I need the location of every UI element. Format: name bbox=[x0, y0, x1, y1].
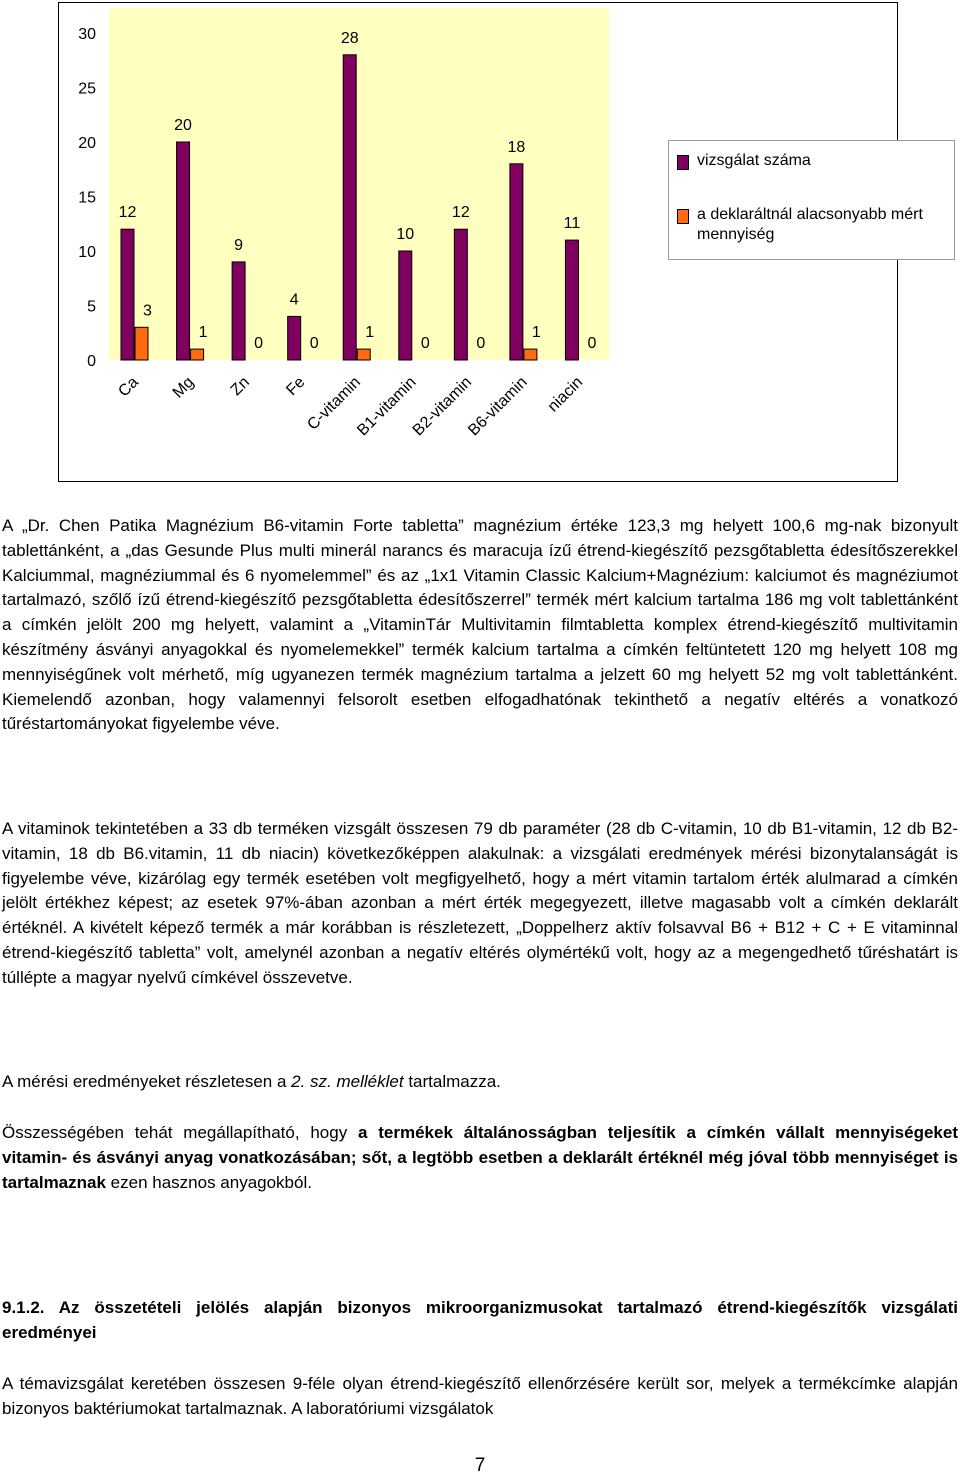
bar-vizsgalat-4 bbox=[343, 55, 356, 360]
x-tick-label: Zn bbox=[227, 373, 253, 400]
y-tick-label: 30 bbox=[78, 26, 96, 43]
data-label: 20 bbox=[174, 117, 192, 134]
x-tick-label: Mg bbox=[169, 373, 198, 402]
x-tick-label: B1-vitamin bbox=[354, 373, 420, 440]
data-label: 10 bbox=[396, 226, 415, 243]
data-label: 18 bbox=[507, 138, 526, 156]
data-label: 3 bbox=[143, 302, 152, 320]
legend-item-series-2 bbox=[677, 205, 955, 245]
bar-vizsgalat-6 bbox=[454, 229, 467, 360]
legend-label-series-1: vizsgálat száma bbox=[697, 152, 811, 169]
bar-vizsgalat-3 bbox=[288, 316, 301, 360]
paragraph-5: A témavizsgálat keretében összesen 9-féle olyan étrend-kiegészítő ellenőrzésére került sor, melyek a termékcímke alapján bizonyos baktériumokat tartalmaznak. A laboratóriumi vizsgálatok bbox=[2, 1374, 958, 1418]
paragraph-3-start: A mérési eredményeket részletesen a bbox=[2, 1072, 292, 1091]
data-label: 0 bbox=[587, 335, 597, 352]
paragraph-4 bbox=[2, 1121, 958, 1195]
data-label: 0 bbox=[309, 335, 319, 352]
data-label: 1 bbox=[531, 324, 541, 342]
chart-legend bbox=[668, 140, 955, 260]
chart-frame bbox=[58, 2, 923, 482]
bar-vizsgalat-5 bbox=[399, 251, 412, 360]
bar-alacsonyabb-0 bbox=[135, 327, 148, 360]
page-number: 7 bbox=[474, 1455, 486, 1476]
y-tick-label: 0 bbox=[87, 353, 96, 370]
data-label: 0 bbox=[254, 335, 264, 352]
y-tick-label: 5 bbox=[87, 298, 96, 316]
paragraph-1: A „Dr. Chen Patika Magnézium B6-vitamin Forte tabletta” magnézium értéke 123,3 mg helyett 100,6 mg-nak bizonyult tablettánként, a „das Gesunde Plus multi minerál narancs és maracuja ízű étrend-kiegészítő pezsgőtabletta édesítőszerekkel Kalciummal, magnéziummal és 6 nyomelemmel” és az „1x1 Vitamin Classic Kalcium+Magnézium: kalciumot és magnéziumot tartalmazó, szőlő ízű étrend-kiegészítő pezsgőtabletta édesítőszerrel” termék mért kalcium tartalma 186 mg volt tablettánként a címkén jelölt 200 mg helyett, valamint a „VitaminTár Multivitamin filmtabletta komplex étrend-kiegészítő multivitamin készítmény ásványi anyagokkal és nyomelemekkel” termék kalcium tartalma a címkén feltüntetett 120 mg helyett 108 mg mennyiségűnek volt mérhető, míg ugyanezen termék magnézium tartalma a jelzett 60 mg helyett 52 mg volt tablettánként. Kiemelendő azonban, hogy valamennyi felsorolt esetben elfogadhatónak tekinthető a negatív eltérés a vonatkozó tűréstartományokat figyelembe véve. bbox=[2, 516, 958, 734]
y-tick-label: 25 bbox=[78, 80, 96, 98]
y-tick-label: 15 bbox=[78, 189, 96, 207]
data-label: 4 bbox=[289, 291, 299, 309]
x-tick-label: Ca bbox=[115, 373, 142, 401]
data-label: 0 bbox=[476, 335, 486, 352]
paragraph-4-start: Összességében tehát megállapítható, hogy bbox=[2, 1123, 358, 1142]
paragraph-4-conclusion: a termékek általánosságban teljesítik a címkén vállalt mennyiségeket vitamin- és ásványi anyag vonatkozásában; sőt, a legtöbb esetben a deklarált értéknél még jóval több mennyiséget is tartalmaznak bbox=[2, 1123, 958, 1192]
data-label: 1 bbox=[198, 324, 208, 342]
data-label: 9 bbox=[234, 236, 244, 254]
data-label: 12 bbox=[118, 204, 137, 222]
bar-alacsonyabb-4 bbox=[357, 349, 370, 360]
bar-vizsgalat-0 bbox=[121, 229, 134, 360]
bar-alacsonyabb-1 bbox=[191, 349, 204, 360]
bar-vizsgalat-2 bbox=[232, 262, 245, 360]
paragraph-3 bbox=[2, 1070, 958, 1095]
paragraph-3-end: tartalmazza. bbox=[403, 1072, 501, 1091]
data-label: 0 bbox=[420, 335, 430, 352]
legend-item-series-1 bbox=[677, 151, 955, 171]
y-tick-label: 20 bbox=[78, 135, 96, 152]
data-label: 11 bbox=[563, 215, 581, 233]
bar-vizsgalat-7 bbox=[510, 164, 523, 360]
bar-vizsgalat-1 bbox=[177, 142, 190, 360]
x-tick-label: C-vitamin bbox=[304, 373, 365, 434]
x-tick-label: niacin bbox=[544, 373, 587, 416]
bar-alacsonyabb-7 bbox=[524, 349, 537, 360]
legend-label-series-2: a deklaráltnál alacsonyabb mért mennyiség bbox=[697, 206, 923, 243]
attachment-reference: 2. sz. melléklet bbox=[291, 1072, 404, 1091]
paragraph-4-end: ezen hasznos anyagokból. bbox=[105, 1172, 312, 1192]
data-label: 12 bbox=[451, 204, 470, 222]
x-tick-label: B6-vitamin bbox=[465, 373, 531, 440]
y-tick-label: 10 bbox=[78, 244, 96, 261]
legend-swatch-series-1 bbox=[677, 155, 689, 170]
section-heading: 9.1.2. Az összetételi jelölés alapján bizonyos mikroorganizmusokat tartalmazó étrend-kiegészítők vizsgálati eredményei bbox=[2, 1298, 958, 1342]
bar-vizsgalat-8 bbox=[565, 240, 578, 360]
legend-swatch-series-2 bbox=[677, 209, 689, 224]
paragraph-2: A vitaminok tekintetében a 33 db terméken vizsgált összesen 79 db paraméter (28 db C-vitamin, 10 db B1-vitamin, 12 db B2-vitamin, 18 db B6.vitamin, 11 db niacin) következőképpen alakulnak: a vizsgálati eredmények mérési bizonytalanságát is figyelembe véve, kizárólag egy termék esetében volt megfigyelhető, hogy a mért vitamin tartalom érték alulmarad a címkén jelölt értékhez képest; az esetek 97%-ában azonban a mért érték megegyezett, illetve magasabb volt a címkén deklarált értéknél. A kivételt képező termék a már korábban is részletezett, „Doppelherz aktív folsavval B6 + B12 + C + E vitaminnal étrend-kiegészítő tabletta” volt, amelynél azonban a negatív eltérés olymértékű volt, hogy az a megengedhető tűréshatárt is túllépte a magyar nyelvű címkével összevetve. bbox=[2, 819, 958, 987]
data-label: 1 bbox=[365, 324, 375, 342]
x-tick-label: B2-vitamin bbox=[409, 373, 476, 440]
data-label: 28 bbox=[340, 29, 359, 47]
x-tick-label: Fe bbox=[283, 373, 309, 400]
